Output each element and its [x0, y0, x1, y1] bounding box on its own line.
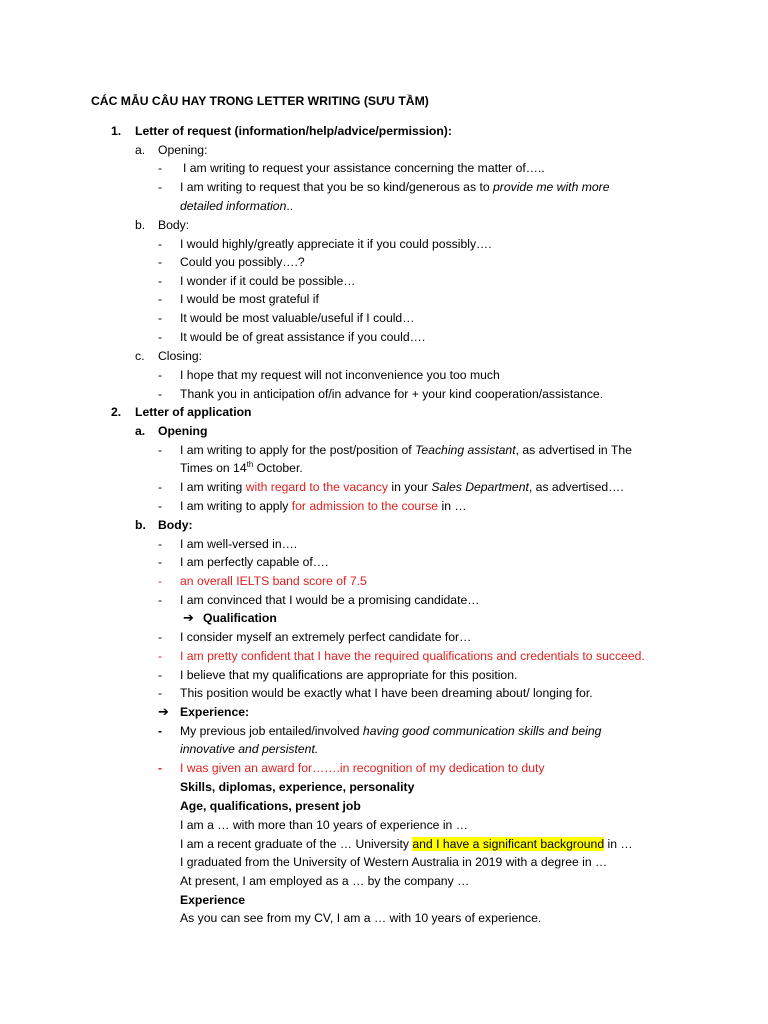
paragraph-line — [180, 836, 633, 852]
highlighted-span: and I have a significant background — [412, 837, 605, 851]
list-item: I am well-versed in…. — [180, 537, 298, 551]
list-item: I am pretty confident that I have the required qualifications and credentials to succeed. — [180, 649, 645, 663]
bullet-dash: - — [158, 686, 163, 700]
bullet-dash: - — [158, 574, 163, 588]
sub-a-mark: a. — [135, 143, 146, 157]
text-span: I am writing — [180, 480, 246, 494]
list-item: I am perfectly capable of…. — [180, 555, 329, 569]
list-item: Could you possibly….? — [180, 255, 305, 269]
qualification-heading: Qualification — [203, 611, 277, 625]
sub-b-mark: b. — [135, 218, 146, 232]
document-title: CÁC MẪU CÂU HAY TRONG LETTER WRITING (SƯU TẦM) — [91, 94, 429, 108]
list-item: It would be of great assistance if you could…. — [180, 330, 426, 344]
bullet-dash: - — [158, 311, 163, 325]
red-span: with regard to the vacancy — [245, 480, 388, 494]
text-span: , as advertised in The — [515, 443, 632, 457]
paragraph-line: At present, I am employed as a … by the company … — [180, 874, 470, 888]
italic-span: detailed information — [180, 199, 287, 213]
section-1-number: 1. — [111, 124, 122, 138]
skills-heading: Skills, diplomas, experience, personality — [180, 780, 415, 794]
bullet-dash: - — [158, 480, 163, 494]
italic-span: having good communication skills and being — [362, 724, 602, 738]
bullet-dash: - — [158, 499, 163, 513]
italic-span: innovative and persistent. — [180, 742, 319, 756]
sub-a-label: Opening — [158, 424, 208, 438]
paragraph-line: As you can see from my CV, I am a … with 10 years of experience. — [180, 911, 542, 925]
list-item: I hope that my request will not inconvenience you too much — [180, 368, 500, 382]
bullet-dash: - — [158, 668, 163, 682]
list-item: It would be most valuable/useful if I could… — [180, 311, 415, 325]
italic-span: Teaching assistant — [415, 443, 516, 457]
sub-b-label: Body: — [158, 218, 190, 232]
text-span: I am a recent graduate of the … University — [180, 837, 413, 851]
bullet-dash: - — [158, 292, 163, 306]
text-span: in … — [438, 499, 467, 513]
red-span: for admission to the course — [291, 499, 439, 513]
paragraph-line: I am a … with more than 10 years of experience in … — [180, 818, 468, 832]
text-span: I am writing to apply for the post/position of — [180, 443, 416, 457]
list-item — [180, 179, 610, 195]
list-item-continuation — [180, 460, 303, 476]
bullet-dash: - — [158, 180, 163, 194]
bullet-dash: - — [158, 330, 163, 344]
list-item — [180, 442, 632, 458]
list-item: I am writing to request your assistance concerning the matter of….. — [183, 161, 545, 175]
list-item: I was given an award for…….in recognition of my dedication to duty — [180, 761, 545, 775]
bullet-dash: - — [158, 237, 163, 251]
list-item: I would be most grateful if — [180, 292, 319, 306]
list-item: I consider myself an extremely perfect candidate for… — [180, 630, 472, 644]
list-item-continuation — [180, 198, 293, 214]
experience-subheading: Experience — [180, 893, 246, 907]
list-item — [180, 479, 624, 495]
bullet-dash: - — [158, 443, 163, 457]
text-span: .. — [286, 199, 294, 213]
arrow-icon: ➔ — [158, 704, 169, 719]
text-span: in … — [604, 837, 633, 851]
italic-span: provide me with more — [493, 180, 610, 194]
text-span: I am writing to request that you be so kind/generous as to — [180, 180, 493, 194]
bullet-dash: - — [158, 649, 163, 663]
list-item — [180, 723, 601, 739]
list-item: I would highly/greatly appreciate it if you could possibly…. — [180, 237, 492, 251]
bullet-dash: - — [158, 274, 163, 288]
paragraph-line: I graduated from the University of Western Australia in 2019 with a degree in … — [180, 855, 608, 869]
italic-span: Sales Department — [431, 480, 529, 494]
bullet-dash: - — [158, 387, 163, 401]
section-2-heading: Letter of application — [135, 405, 252, 419]
list-item — [180, 498, 467, 514]
sub-a-label: Opening: — [158, 143, 208, 157]
sub-b-label: Body: — [158, 518, 193, 532]
bullet-dash: - — [158, 255, 163, 269]
list-item: I believe that my qualifications are appropriate for this position. — [180, 668, 518, 682]
list-item: Thank you in anticipation of/in advance for + your kind cooperation/assistance. — [180, 387, 604, 401]
list-item-continuation — [180, 741, 318, 757]
text-span: October. — [253, 461, 303, 475]
sub-c-label: Closing: — [158, 349, 203, 363]
bullet-dash: - — [158, 630, 163, 644]
list-item: an overall IELTS band score of 7.5 — [180, 574, 367, 588]
list-item: I wonder if it could be possible… — [180, 274, 356, 288]
sub-c-mark: c. — [135, 349, 145, 363]
sub-b-mark: b. — [135, 518, 146, 532]
bullet-dash: - — [158, 724, 163, 738]
bullet-dash: - — [158, 368, 163, 382]
arrow-icon: ➔ — [183, 610, 194, 625]
sub-a-mark: a. — [135, 424, 146, 438]
age-heading: Age, qualifications, present job — [180, 799, 361, 813]
text-span: I am writing to apply — [180, 499, 292, 513]
bullet-dash: - — [158, 593, 163, 607]
list-item: I am convinced that I would be a promising candidate… — [180, 593, 480, 607]
text-span: , as advertised…. — [528, 480, 624, 494]
bullet-dash: - — [158, 161, 163, 175]
bullet-dash: - — [158, 537, 163, 551]
section-2-number: 2. — [111, 405, 122, 419]
section-1-heading: Letter of request (information/help/advice/permission): — [135, 124, 452, 138]
bullet-dash: - — [158, 555, 163, 569]
text-span: My previous job entailed/involved — [180, 724, 363, 738]
bullet-dash: - — [158, 761, 163, 775]
list-item: This position would be exactly what I have been dreaming about/ longing for. — [180, 686, 593, 700]
experience-heading: Experience: — [180, 705, 250, 719]
text-span: Times on 14 — [180, 461, 247, 475]
superscript: th — [246, 459, 254, 469]
text-span: in your — [387, 480, 432, 494]
